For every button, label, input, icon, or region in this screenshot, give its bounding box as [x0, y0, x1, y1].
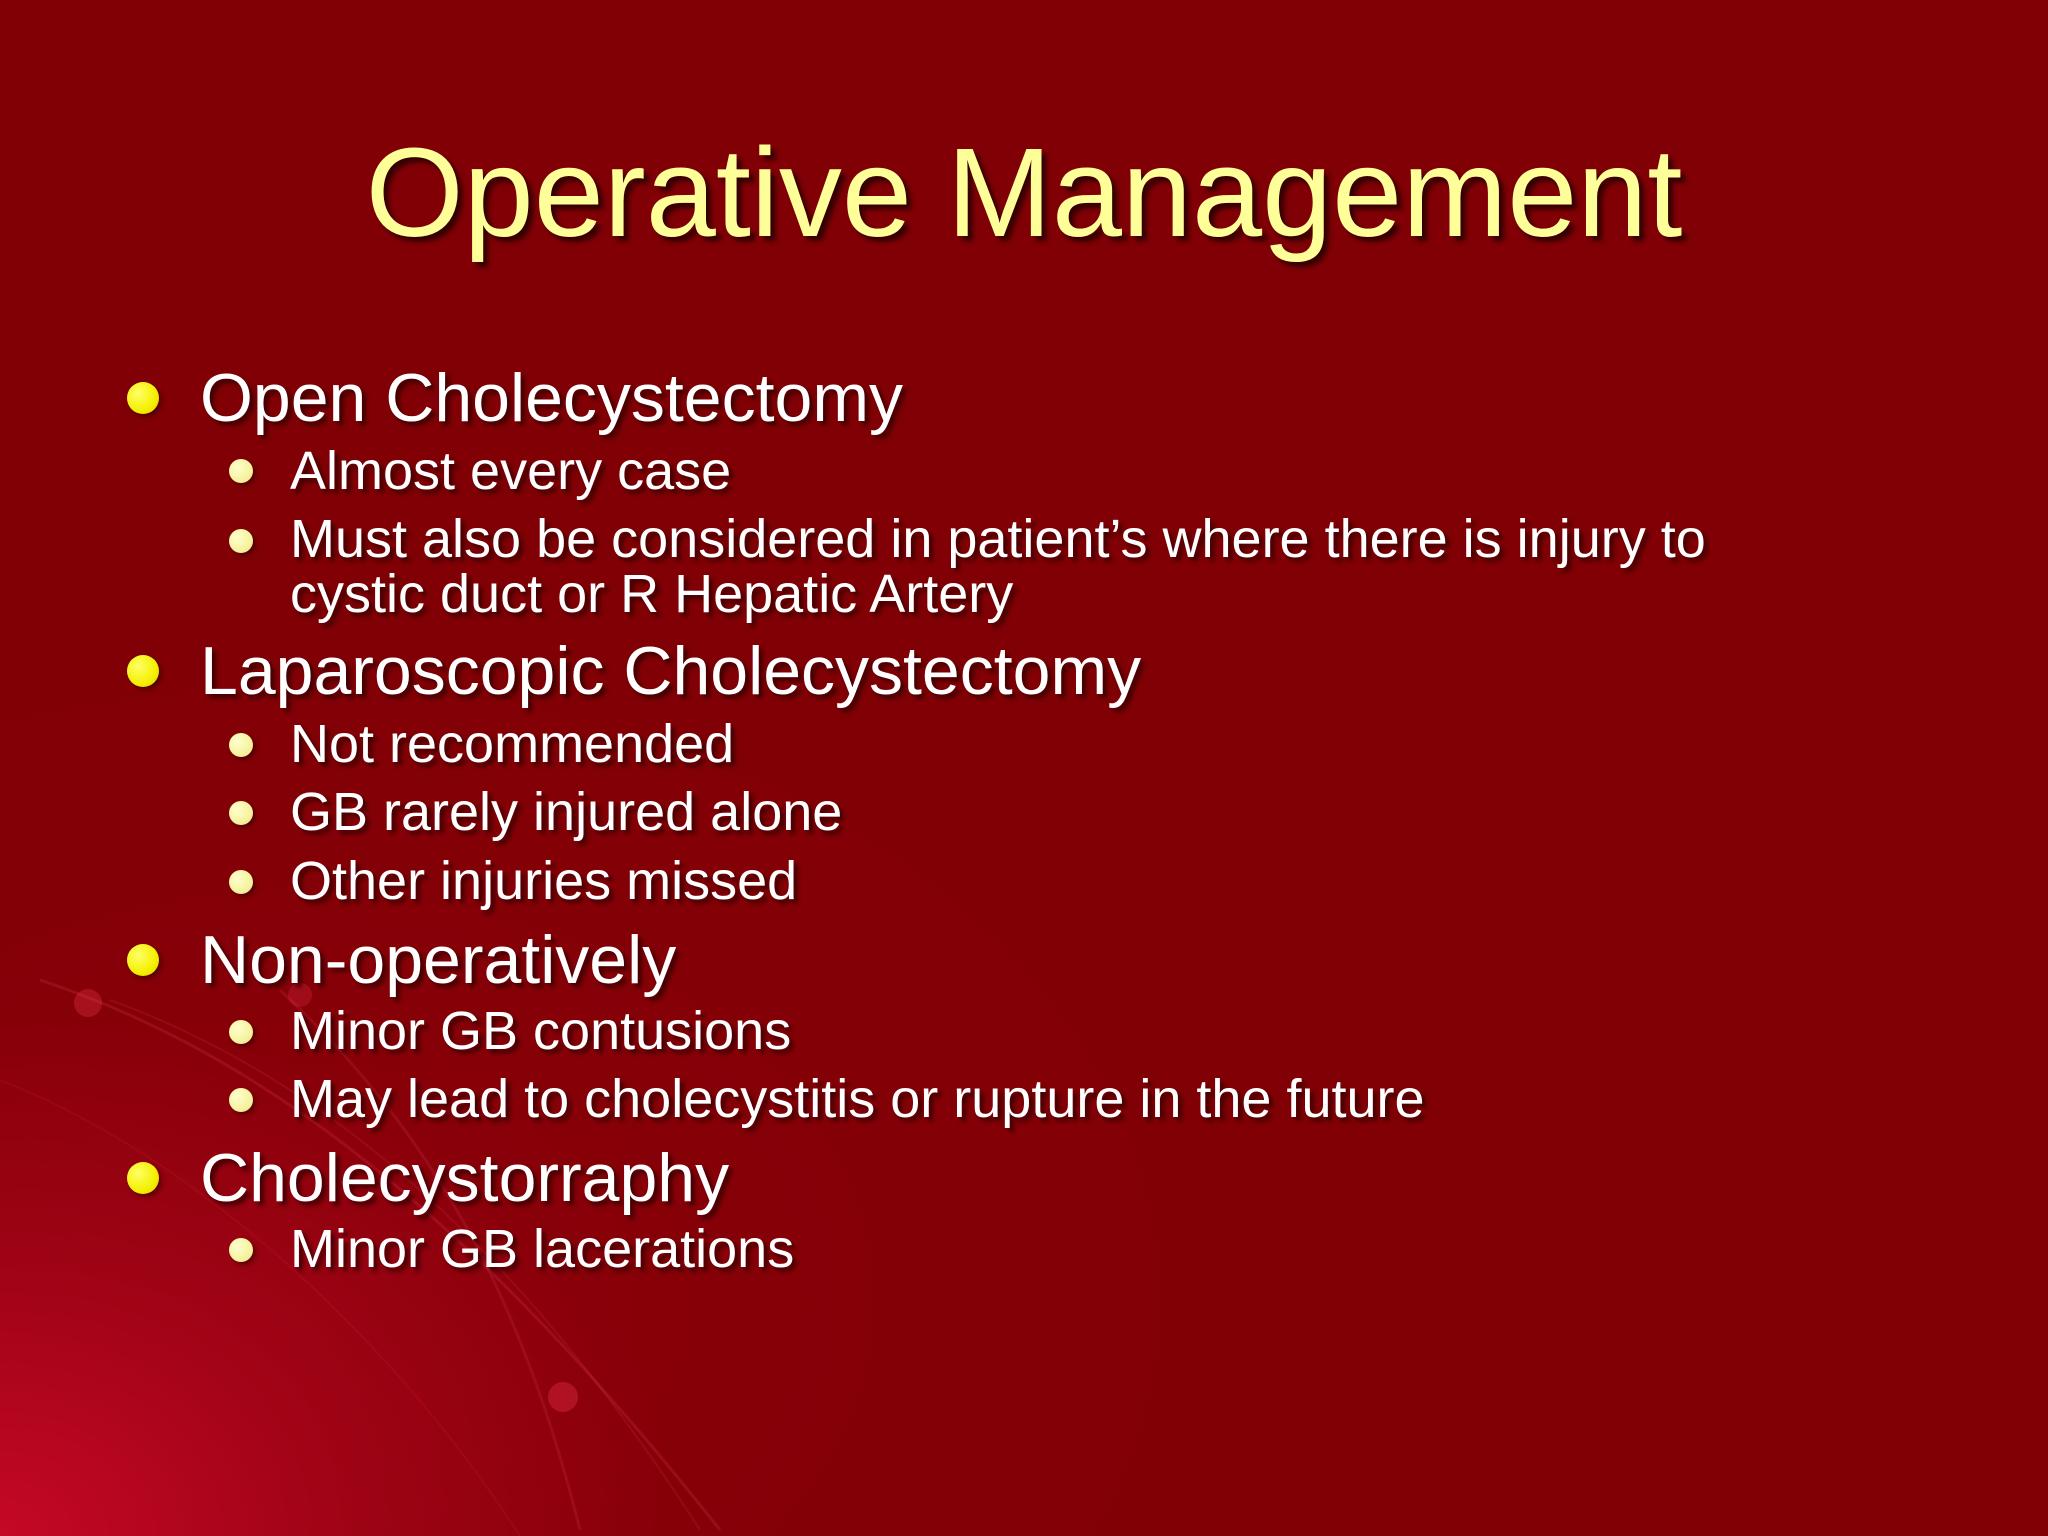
- subitem-must-also-be-considered-line1: Must also be considered in patient’s where there is injury to: [290, 509, 1706, 569]
- subitem-minor-gb-contusions: Minor GB contusions: [290, 1001, 792, 1061]
- subitem-must-also-be-considered-line2: cystic duct or R Hepatic Artery: [290, 564, 1014, 624]
- level2-bullet-icon: [229, 459, 253, 483]
- subitem-not-recommended: Not recommended: [290, 714, 735, 774]
- subitem-minor-gb-lacerations: Minor GB lacerations: [290, 1219, 795, 1279]
- slide-title: Operative Management: [365, 122, 1683, 263]
- level2-bullet-icon: [229, 733, 253, 757]
- level2-bullet-icon: [229, 1020, 253, 1044]
- subitem-gb-rarely-injured-alone: GB rarely injured alone: [290, 782, 843, 842]
- level2-bullet-icon: [229, 1238, 253, 1262]
- bullet-item-open-cholecystectomy: Open Cholecystectomy: [200, 360, 903, 436]
- level1-bullet-icon: [127, 382, 159, 414]
- bullet-item-non-operatively: Non-operatively: [200, 922, 677, 998]
- subitem-other-injuries-missed: Other injuries missed: [290, 851, 798, 911]
- bullet-item-cholecystorraphy: Cholecystorraphy: [200, 1140, 730, 1216]
- level2-bullet-icon: [229, 1088, 253, 1112]
- subitem-almost-every-case: Almost every case: [290, 441, 732, 501]
- level1-bullet-icon: [127, 1162, 159, 1194]
- level2-bullet-icon: [229, 870, 253, 894]
- level2-bullet-icon: [229, 529, 253, 553]
- bullet-item-laparoscopic-cholecystectomy: Laparoscopic Cholecystectomy: [200, 633, 1142, 709]
- subitem-may-lead-to-cholecystitis: May lead to cholecystitis or rupture in the future: [290, 1069, 1425, 1129]
- level2-bullet-icon: [229, 801, 253, 825]
- level1-bullet-icon: [127, 655, 159, 687]
- level1-bullet-icon: [127, 944, 159, 976]
